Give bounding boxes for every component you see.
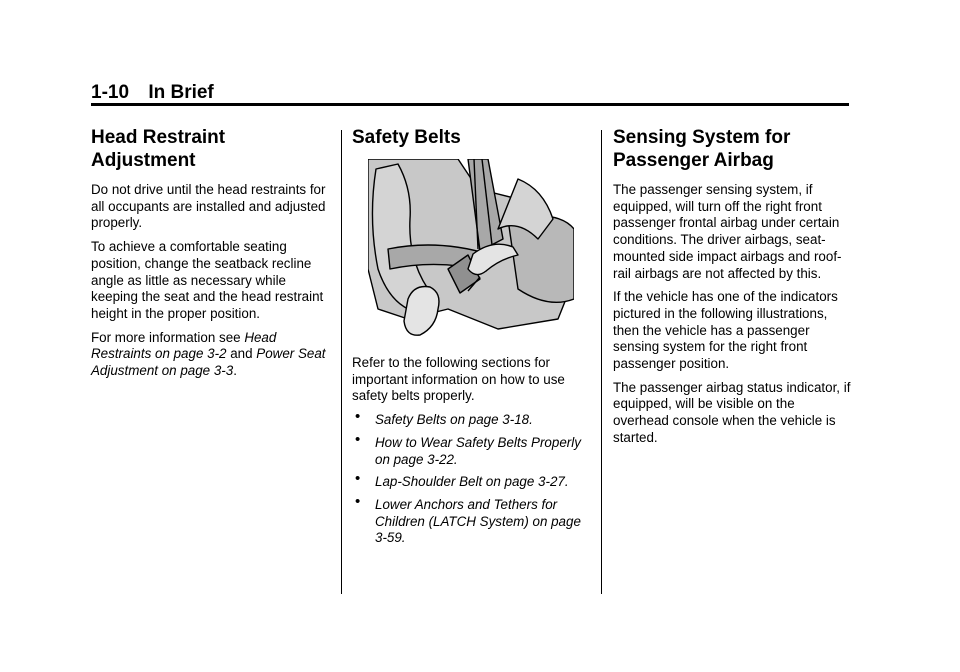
list-item-text: Lower Anchors and Tethers for Children (LATCH System) on page 3-59. (375, 496, 581, 546)
column-sensing-system (613, 126, 853, 454)
bullet-glyph: • (355, 430, 361, 448)
list-item[interactable] (352, 408, 592, 429)
heading-sensing-system (613, 126, 853, 172)
page-header (91, 81, 214, 105)
list-item-text: Safety Belts on page 3-18. (375, 412, 533, 428)
heading-head-restraint (91, 126, 331, 172)
heading-safety-belts: Safety Belts (352, 127, 461, 148)
column-head-restraint (91, 126, 331, 387)
header-rule (91, 103, 849, 106)
list-item-text: Lap-Shoulder Belt on page 3-27. (375, 474, 569, 490)
paragraph-comfortable-seating: To achieve a comfortable seating position, change the seatback recline angle as little as necessary while keeping the seat and the head restraint height in the proper position. (91, 239, 324, 321)
heading-line-1: Head Restraint (91, 127, 226, 148)
safety-belt-reference-list (352, 408, 592, 547)
column-divider-2 (601, 130, 602, 594)
paragraph-do-not-drive: Do not drive until the head restraints for all occupants are installed and adjusted properly. (91, 182, 326, 231)
bullet-glyph: • (355, 492, 361, 510)
heading-line-1: Sensing System for (613, 127, 791, 148)
more-info-suffix: . (233, 363, 237, 379)
paragraph-passenger-sensing: The passenger sensing system, if equipped, will turn off the right front passenger frontal airbag under certain conditions. The driver airbags, seat-mounted side impact airbags and roof-rail airbags are not affected by this. (613, 182, 842, 281)
bullet-glyph: • (355, 408, 361, 426)
paragraph-refer-sections: Refer to the following sections for important information on how to use safety belts properly. (352, 355, 565, 404)
list-item-text: How to Wear Safety Belts Properly on page 3-22. (375, 434, 581, 467)
paragraph-more-information (91, 330, 331, 380)
heading-line-2: Passenger Airbag (613, 150, 774, 171)
safety-belt-drawing (368, 159, 574, 345)
heading-line-2: Adjustment (91, 150, 196, 171)
column-safety-belts (352, 126, 592, 553)
more-info-mid: and (226, 346, 257, 362)
link-head-restraints[interactable]: Head Restraints on page 3-2 (91, 329, 277, 362)
page-number: 1-10 (91, 82, 130, 103)
safety-belt-illustration (368, 159, 592, 345)
list-item[interactable] (352, 470, 592, 491)
paragraph-indicators: If the vehicle has one of the indicators pictured in the following illustrations, then the vehicle has a passenger sensing system for the right front passenger position. (613, 289, 838, 372)
more-info-prefix: For more information see (91, 329, 245, 345)
section-title: In Brief (148, 82, 214, 103)
list-item[interactable] (352, 492, 592, 547)
column-divider-1 (341, 130, 342, 594)
list-item[interactable] (352, 430, 592, 468)
paragraph-status-indicator: The passenger airbag status indicator, if equipped, will be visible on the overhead console when the vehicle is started. (613, 379, 851, 445)
bullet-glyph: • (355, 470, 361, 488)
link-power-seat-adjustment[interactable]: Power Seat Adjustment on page 3-3 (91, 346, 326, 379)
